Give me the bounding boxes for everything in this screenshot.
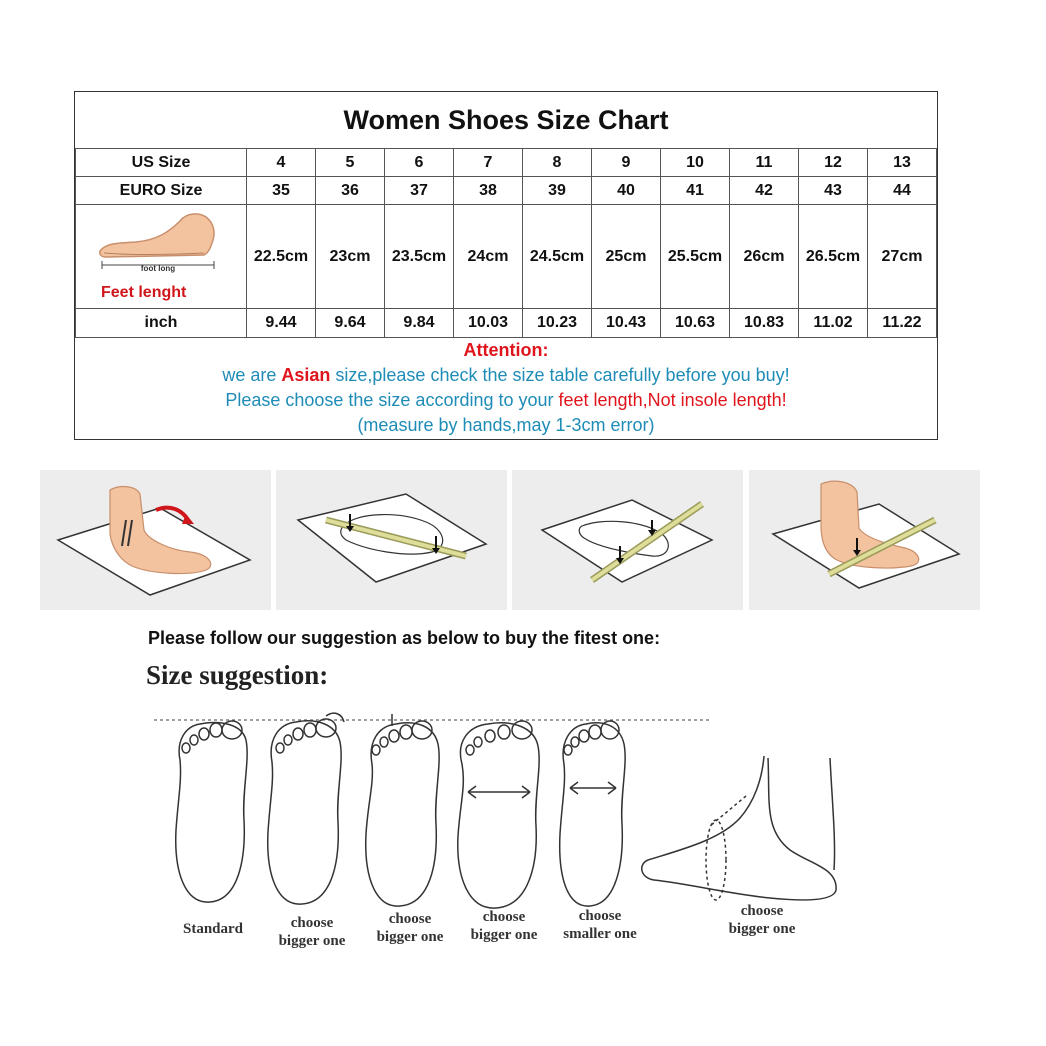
attention-title: Attention: bbox=[463, 340, 549, 360]
cell: 9.84 bbox=[385, 309, 454, 338]
foot-narrow-icon bbox=[560, 721, 625, 906]
table-row-euro bbox=[76, 177, 937, 205]
cell: 27cm bbox=[868, 205, 937, 309]
table-row-inch bbox=[76, 309, 937, 338]
cell: 8 bbox=[523, 149, 592, 177]
measure-step-4 bbox=[749, 470, 980, 610]
size-chart bbox=[74, 91, 938, 440]
cell: 23.5cm bbox=[385, 205, 454, 309]
cell: 26.5cm bbox=[799, 205, 868, 309]
foot-standard-icon bbox=[176, 721, 247, 902]
cell: 38 bbox=[454, 177, 523, 205]
cell: 43 bbox=[799, 177, 868, 205]
cell: 11.02 bbox=[799, 309, 868, 338]
row-label-feet bbox=[76, 205, 247, 309]
chart-title: Women Shoes Size Chart bbox=[75, 92, 937, 149]
cell: 9.64 bbox=[316, 309, 385, 338]
attention-line-1 bbox=[75, 363, 937, 388]
cell: 41 bbox=[661, 177, 730, 205]
cell: 13 bbox=[868, 149, 937, 177]
foot-measure-icon bbox=[96, 209, 226, 273]
foot-outline-ruler-icon bbox=[276, 470, 507, 610]
size-table bbox=[75, 148, 937, 338]
cell: 44 bbox=[868, 177, 937, 205]
cell: 11.22 bbox=[868, 309, 937, 338]
size-suggestion-title: Size suggestion: bbox=[146, 660, 329, 690]
cell: 22.5cm bbox=[247, 205, 316, 309]
foot-fit-illustrations bbox=[150, 700, 840, 930]
cell: 42 bbox=[730, 177, 799, 205]
caption-line: smaller one bbox=[563, 926, 637, 942]
cell: 10 bbox=[661, 149, 730, 177]
table-row-us bbox=[76, 149, 937, 177]
cell: 10.03 bbox=[454, 309, 523, 338]
row-label-us: US Size bbox=[76, 149, 247, 177]
cell: 24cm bbox=[454, 205, 523, 309]
foot-width-ruler-icon bbox=[512, 470, 743, 610]
caption-6 bbox=[714, 902, 810, 938]
text: Please choose the size according to your bbox=[225, 390, 559, 410]
cell: 39 bbox=[523, 177, 592, 205]
cell: 37 bbox=[385, 177, 454, 205]
caption-line: bigger one bbox=[470, 927, 538, 943]
caption-line: choose bbox=[482, 909, 526, 925]
attention-notice bbox=[75, 338, 937, 438]
foot-ruler-standing-icon bbox=[749, 470, 980, 610]
cell: 9.44 bbox=[247, 309, 316, 338]
cell: 10.63 bbox=[661, 309, 730, 338]
cell: 23cm bbox=[316, 205, 385, 309]
cell: 25.5cm bbox=[661, 205, 730, 309]
cell: 6 bbox=[385, 149, 454, 177]
follow-suggestion-text: Please follow our suggestion as below to buy the fitest one: bbox=[148, 628, 661, 648]
attention-line-3: (measure by hands,may 1-3cm error) bbox=[357, 415, 655, 435]
caption-2 bbox=[266, 914, 358, 950]
cell: 10.83 bbox=[730, 309, 799, 338]
caption-line: choose bbox=[578, 908, 622, 924]
foot-on-paper-icon bbox=[40, 470, 271, 610]
cell: 40 bbox=[592, 177, 661, 205]
caption-line: choose bbox=[290, 915, 334, 931]
foot-toe-over-icon bbox=[268, 713, 344, 904]
caption-4 bbox=[458, 908, 550, 944]
cell: 25cm bbox=[592, 205, 661, 309]
asian-highlight: Asian bbox=[281, 365, 331, 385]
cell: 10.23 bbox=[523, 309, 592, 338]
attention-line-2 bbox=[75, 388, 937, 413]
caption-3 bbox=[364, 910, 456, 946]
foot-side-icon bbox=[642, 756, 836, 900]
foot-caption: foot long bbox=[140, 264, 176, 273]
feet-length-highlight: feet length,Not insole length! bbox=[558, 390, 787, 410]
row-label-euro: EURO Size bbox=[76, 177, 247, 205]
cell: 5 bbox=[316, 149, 385, 177]
caption-line: bigger one bbox=[376, 929, 444, 945]
cell: 10.43 bbox=[592, 309, 661, 338]
measure-step-3 bbox=[512, 470, 743, 610]
cell: 11 bbox=[730, 149, 799, 177]
measure-step-2 bbox=[276, 470, 507, 610]
table-row-feet bbox=[76, 205, 937, 309]
text: size,please check the size table carefully before you buy! bbox=[330, 365, 790, 385]
cell: 9 bbox=[592, 149, 661, 177]
cell: 12 bbox=[799, 149, 868, 177]
cell: 7 bbox=[454, 149, 523, 177]
caption-line: Standard bbox=[182, 921, 244, 937]
cell: 4 bbox=[247, 149, 316, 177]
cell: 24.5cm bbox=[523, 205, 592, 309]
text: we are bbox=[222, 365, 282, 385]
caption-standard bbox=[168, 920, 258, 938]
feet-length-label: Feet lenght bbox=[101, 284, 187, 301]
foot-wide-icon bbox=[458, 721, 539, 908]
measure-step-1 bbox=[40, 470, 271, 610]
cell: 36 bbox=[316, 177, 385, 205]
caption-line: choose bbox=[740, 903, 784, 919]
row-label-inch: inch bbox=[76, 309, 247, 338]
caption-line: choose bbox=[388, 911, 432, 927]
foot-long-toe-icon bbox=[366, 714, 439, 906]
caption-5 bbox=[552, 907, 648, 943]
caption-line: bigger one bbox=[278, 933, 346, 949]
cell: 35 bbox=[247, 177, 316, 205]
caption-line: bigger one bbox=[728, 921, 796, 937]
cell: 26cm bbox=[730, 205, 799, 309]
